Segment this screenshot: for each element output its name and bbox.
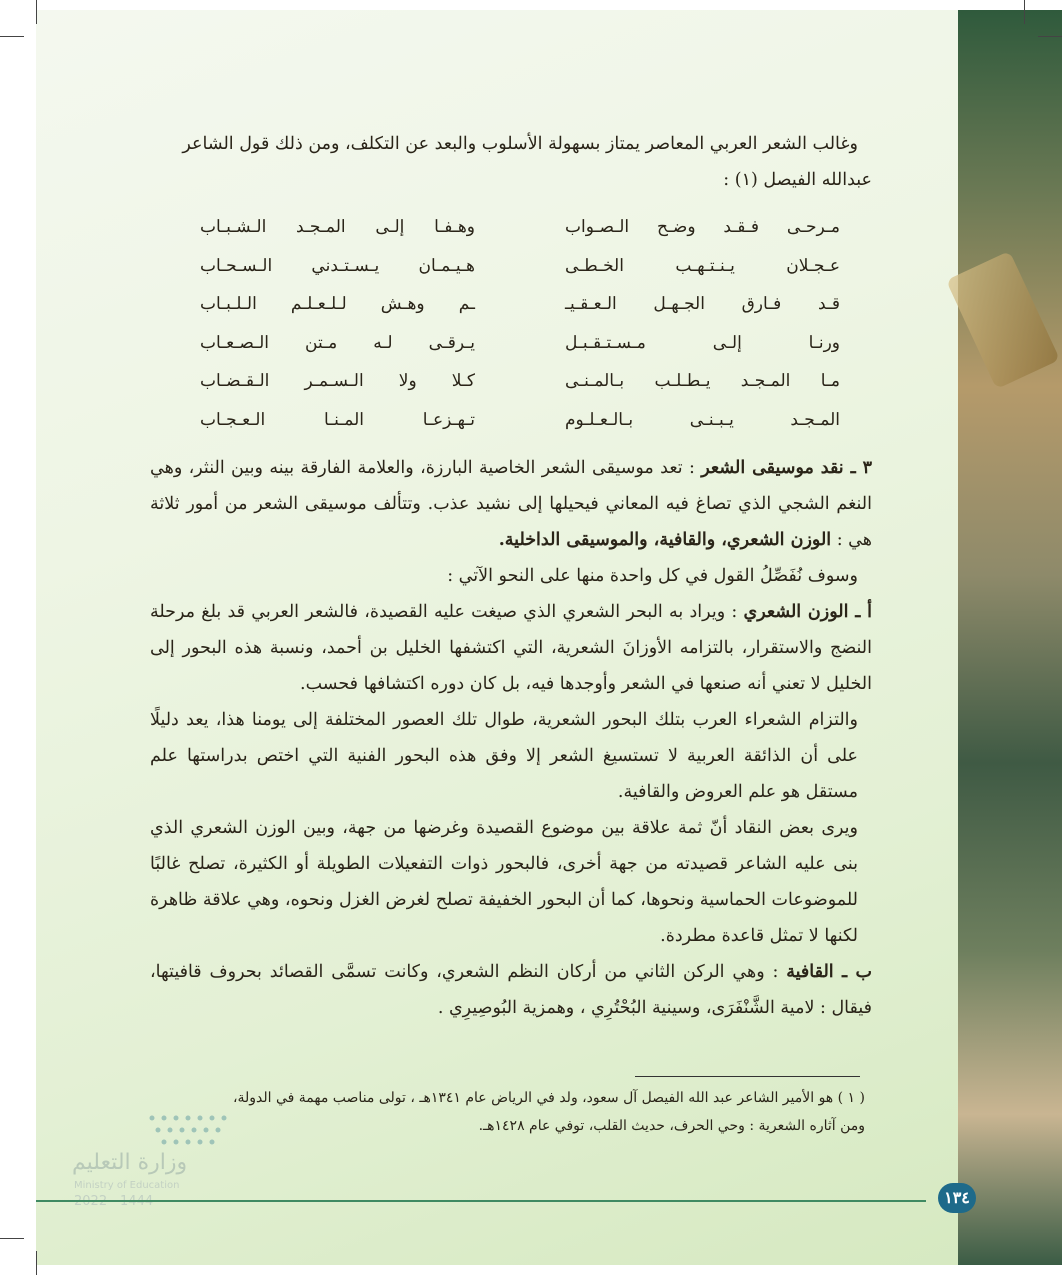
- verse-second-hemistich: ـم وهـش لـلـعـلـم الـلـبـاب: [200, 294, 475, 314]
- rhyme-paragraph: [150, 954, 872, 1026]
- crop-mark: [1024, 0, 1025, 24]
- verse-second-hemistich: تـهـزعـا المـنـا الـعـجـاب: [200, 409, 475, 430]
- rhyme-text: : وهي الركن الثاني من أركان النظم الشعري، وكانت تسمَّى القصائد بحروف قافيتها، فيقال : لامية الشَّنْفَرَى، وسينية البُحْتُرِي ، وهمزية البُوصِيرِي .: [150, 962, 872, 1018]
- footnote: [155, 1084, 865, 1140]
- verse-first-hemistich: المـجـد يـبـنـى بـالـعـلـوم: [565, 409, 840, 430]
- paragraph: ويرى بعض النقاد أنّ ثمة علاقة بين موضوع القصيدة وغرضها من جهة، وبين الوزن الشعري الذي بنى عليه الشاعر قصيدته من جهة أخرى، فالبحور ذوات التفعيلات الطويلة أو الكثيرة، تصلح غالبًا للموضوعات الحماسية ونحوها، كما أن البحور الخفيفة تصلح لغرض الغزل ونحوه، وهي علاقة ظاهرة لكنها لا تمثل قاعدة مطردة.: [150, 818, 858, 946]
- footnote-line-1: ( ١ ) هو الأمير الشاعر عبد الله الفيصل آل سعود، ولد في الرياض عام ١٣٤١هـ ، تولى مناصب مهمة في الدولة،: [232, 1090, 865, 1106]
- poem-verse: [200, 208, 840, 247]
- footer-line: [36, 1200, 926, 1202]
- intro-line-2: عبدالله الفيصل (١) :: [723, 170, 872, 190]
- verse-first-hemistich: قـد فـارق الجـهـل الـعـقـيـ: [565, 294, 840, 314]
- crop-mark: [0, 1238, 24, 1239]
- meter-paragraph: [150, 594, 872, 702]
- crop-mark: [1038, 36, 1062, 37]
- crop-mark: [36, 0, 37, 24]
- crop-mark: [0, 36, 24, 37]
- poem: [200, 208, 840, 439]
- pen-image: [946, 251, 1060, 389]
- intro-paragraph: [150, 126, 872, 198]
- poem-verse: [200, 324, 840, 363]
- footnote-line-2: ومن آثاره الشعرية : وحي الحرف، حديث القلب، توفي عام ١٤٢٨هـ.: [478, 1118, 865, 1134]
- rhyme-heading: ب ـ القافية: [786, 962, 872, 982]
- music-elements: الوزن الشعري، والقافية، والموسيقى الداخلية.: [498, 530, 832, 550]
- ministry-logo: [72, 1110, 252, 1220]
- section-3-text: : تعد موسيقى الشعر الخاصية البارزة، والعلامة الفارقة بينه وبين النثر، وهي النغم الشجي الذي تصاغ فيه المعاني فيحيلها إلى نشيد عذب. وتتألف موسيقى الشعر من أمور ثلاثة هي :: [150, 458, 872, 550]
- verse-first-hemistich: ورنـا إلـى مـسـتـقـبـل: [565, 332, 840, 353]
- verse-first-hemistich: عـجـلان يـنـتـهـب الخـطـى: [565, 255, 840, 276]
- intro-line-1: وغالب الشعر العربي المعاصر يمتاز بسهولة الأسلوب والبعد عن التكلف، ومن ذلك قول الشاعر: [182, 134, 858, 154]
- decorative-side-image: [958, 10, 1062, 1265]
- meter-heading: أ ـ الوزن الشعري: [743, 602, 873, 622]
- section-3-intro: [150, 450, 872, 558]
- poem-verse: [200, 247, 840, 286]
- poem-verse: [200, 401, 840, 440]
- crop-mark: [36, 1251, 37, 1275]
- verse-second-hemistich: كـلا ولا الـسـمـر الـقـضـاب: [200, 371, 475, 391]
- footnote-divider: [635, 1076, 860, 1077]
- poem-verse: [200, 362, 840, 401]
- poem-verse: [200, 285, 840, 324]
- verse-second-hemistich: يـرقـى لـه مـتن الـصـعـاب: [200, 332, 475, 353]
- page-number-badge: ١٣٤: [938, 1183, 976, 1213]
- section-3-heading: ٣ ـ نقد موسيقى الشعر: [701, 458, 873, 478]
- logo-arabic-text: وزارة التعليم: [72, 1150, 188, 1175]
- paragraph: وسوف نُفَصِّلُ القول في كل واحدة منها على النحو الآتي :: [447, 566, 858, 586]
- section-3: [150, 450, 872, 1026]
- meter-text: : ويراد به البحر الشعري الذي صيغت عليه القصيدة، فالشعر العربي قد بلغ مرحلة النضج والاستقرار، بالتزامه الأوزانَ الشعرية، التي اكتشفها الخليل بن أحمد، ونسبة هذه البحور إلى الخليل لا تعني أنه صنعها في الشعر وأوجدها فيه، بل كان دوره اكتشافها فحسب.: [150, 602, 872, 694]
- paragraph: والتزام الشعراء العرب بتلك البحور الشعرية، طوال تلك العصور المختلفة إلى يومنا هذا، يعد دليلًا على أن الذائقة العربية لا تستسيغ الشعر إلا وفق هذه البحور الفنية التي اختص بدراستها علم مستقل هو علم العروض والقافية.: [150, 710, 858, 802]
- logo-dots-icon: [142, 1110, 232, 1150]
- verse-first-hemistich: مـا المـجـد يـطـلـب بـالمـنـى: [565, 371, 840, 391]
- logo-english-text: Ministry of Education: [74, 1180, 180, 1191]
- verse-second-hemistich: هـيـمـان يـسـتـدني الـسـحـاب: [200, 255, 475, 276]
- verse-first-hemistich: مـرحـى فـقـد وضـح الـصـواب: [565, 217, 840, 237]
- verse-second-hemistich: وهـفـا إلـى المـجـد الـشـبـاب: [200, 217, 475, 237]
